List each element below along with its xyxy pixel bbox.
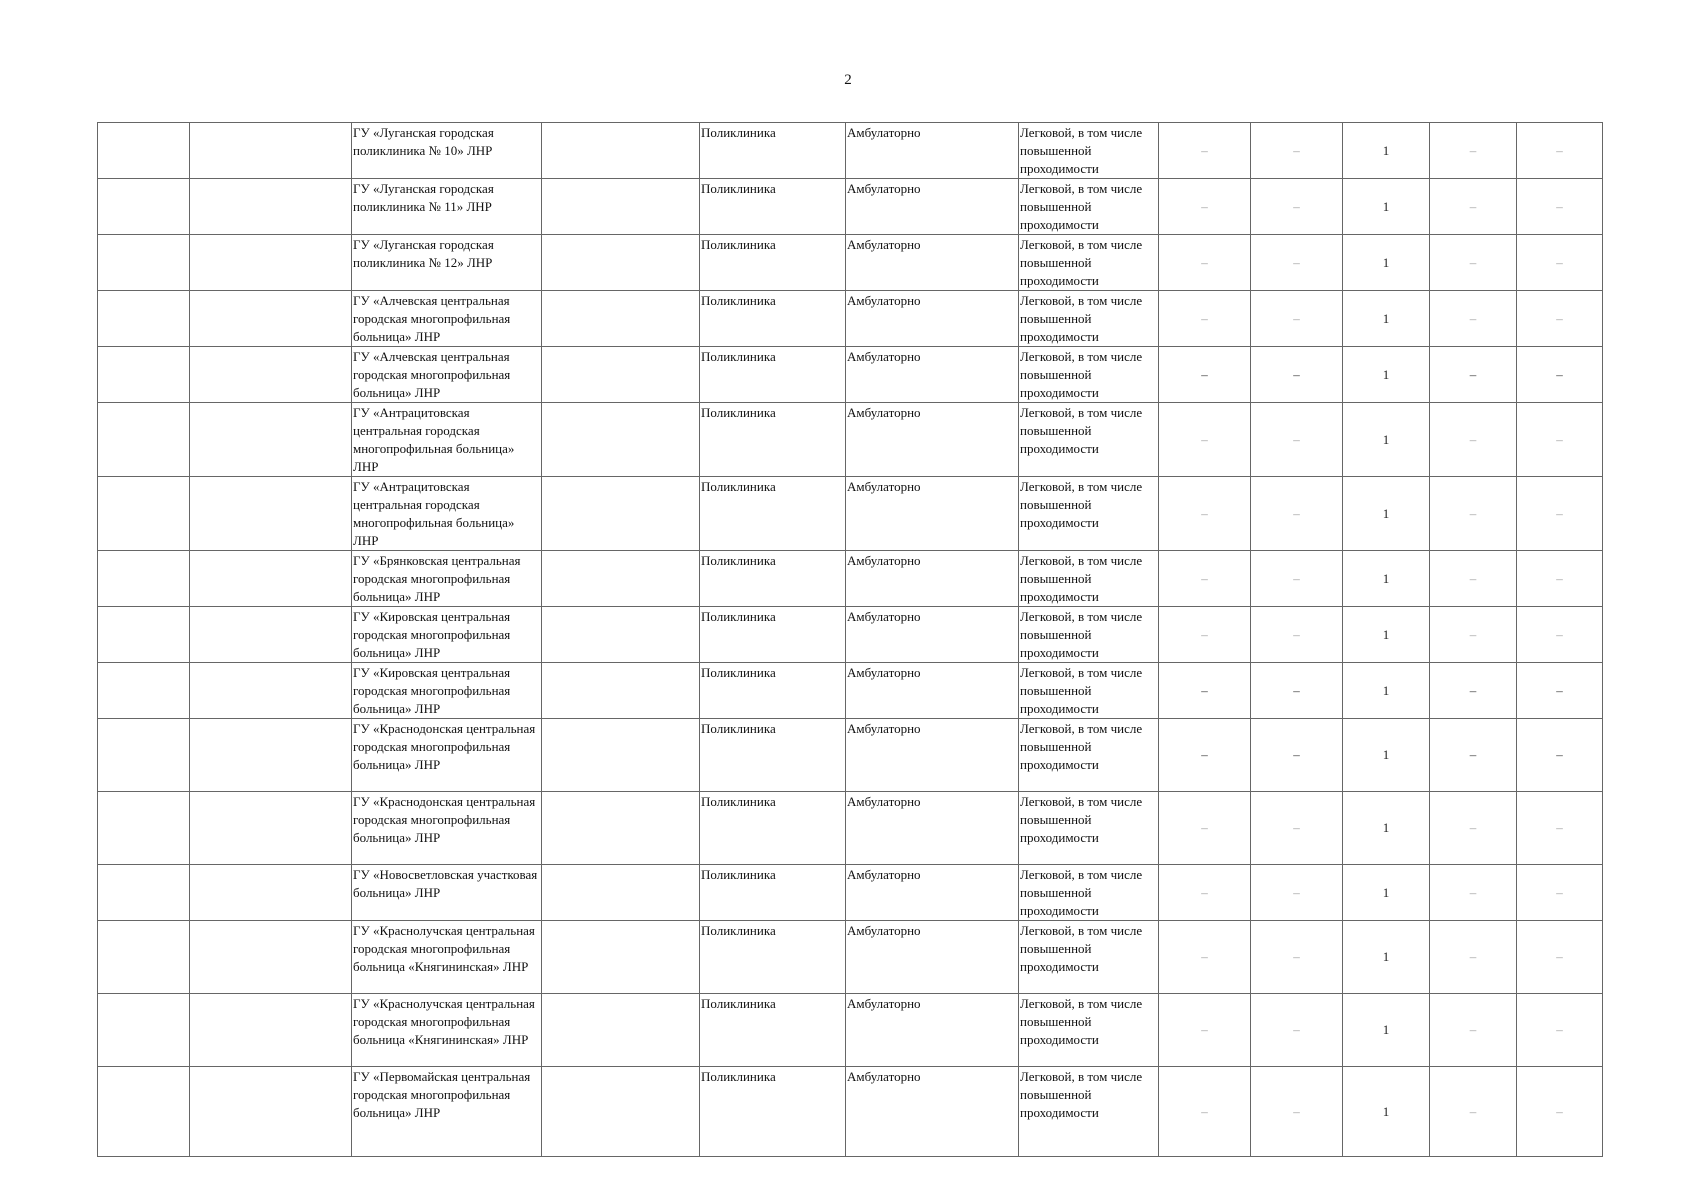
value-cell: – xyxy=(1517,179,1603,235)
value-cell: – xyxy=(1430,1067,1517,1157)
table-row xyxy=(98,719,1603,792)
value-cell: 1 xyxy=(1343,179,1430,235)
facility-type-cell: Поликлиника xyxy=(700,179,846,235)
value-cell: – xyxy=(1517,663,1603,719)
value-cell: 1 xyxy=(1343,403,1430,477)
care-mode-cell: Амбулаторно xyxy=(846,994,1019,1067)
empty-cell xyxy=(98,235,190,291)
value-cell: 1 xyxy=(1343,347,1430,403)
value-cell: – xyxy=(1430,403,1517,477)
care-mode-cell: Амбулаторно xyxy=(846,865,1019,921)
value-cell: – xyxy=(1517,921,1603,994)
empty-cell xyxy=(190,792,352,865)
value-cell: – xyxy=(1159,865,1251,921)
value-cell: – xyxy=(1159,792,1251,865)
vehicle-type-cell: Легковой, в том числе повышенной проходимости xyxy=(1019,551,1159,607)
value-cell: 1 xyxy=(1343,1067,1430,1157)
value-cell: – xyxy=(1251,792,1343,865)
empty-cell xyxy=(98,994,190,1067)
empty-cell xyxy=(190,123,352,179)
value-cell: 1 xyxy=(1343,663,1430,719)
empty-cell xyxy=(98,477,190,551)
value-cell: – xyxy=(1430,235,1517,291)
facility-type-cell: Поликлиника xyxy=(700,921,846,994)
empty-cell xyxy=(98,551,190,607)
organization-cell: ГУ «Кировская центральная городская многопрофильная больница» ЛНР xyxy=(352,607,542,663)
value-cell: – xyxy=(1251,123,1343,179)
value-cell: 1 xyxy=(1343,792,1430,865)
vehicle-type-cell: Легковой, в том числе повышенной проходимости xyxy=(1019,607,1159,663)
organization-cell: ГУ «Краснодонская центральная городская многопрофильная больница» ЛНР xyxy=(352,719,542,792)
organization-cell: ГУ «Новосветловская участковая больница» ЛНР xyxy=(352,865,542,921)
value-cell: – xyxy=(1159,123,1251,179)
page-number: 2 xyxy=(844,72,852,88)
care-mode-cell: Амбулаторно xyxy=(846,123,1019,179)
vehicle-type-cell: Легковой, в том числе повышенной проходимости xyxy=(1019,1067,1159,1157)
empty-cell xyxy=(190,663,352,719)
empty-cell xyxy=(190,291,352,347)
empty-cell xyxy=(542,235,700,291)
vehicle-type-cell: Легковой, в том числе повышенной проходимости xyxy=(1019,235,1159,291)
value-cell: – xyxy=(1430,865,1517,921)
facility-type-cell: Поликлиника xyxy=(700,719,846,792)
empty-cell xyxy=(542,179,700,235)
table-row xyxy=(98,477,1603,551)
value-cell: – xyxy=(1251,994,1343,1067)
vehicle-type-cell: Легковой, в том числе повышенной проходимости xyxy=(1019,921,1159,994)
care-mode-cell: Амбулаторно xyxy=(846,403,1019,477)
value-cell: – xyxy=(1159,1067,1251,1157)
vehicle-type-cell: Легковой, в том числе повышенной проходимости xyxy=(1019,994,1159,1067)
vehicle-type-cell: Легковой, в том числе повышенной проходимости xyxy=(1019,347,1159,403)
value-cell: – xyxy=(1430,551,1517,607)
value-cell: – xyxy=(1159,347,1251,403)
value-cell: – xyxy=(1517,607,1603,663)
value-cell: – xyxy=(1517,291,1603,347)
table-row xyxy=(98,291,1603,347)
care-mode-cell: Амбулаторно xyxy=(846,477,1019,551)
empty-cell xyxy=(98,865,190,921)
table-row xyxy=(98,403,1603,477)
table-row xyxy=(98,1067,1603,1157)
value-cell: – xyxy=(1159,291,1251,347)
value-cell: – xyxy=(1430,179,1517,235)
organization-cell: ГУ «Луганская городская поликлиника № 10» ЛНР xyxy=(352,123,542,179)
organization-cell: ГУ «Алчевская центральная городская многопрофильная больница» ЛНР xyxy=(352,291,542,347)
empty-cell xyxy=(98,403,190,477)
value-cell: 1 xyxy=(1343,551,1430,607)
value-cell: – xyxy=(1251,1067,1343,1157)
value-cell: – xyxy=(1430,719,1517,792)
value-cell: – xyxy=(1430,477,1517,551)
value-cell: – xyxy=(1517,477,1603,551)
value-cell: – xyxy=(1251,551,1343,607)
vehicle-type-cell: Легковой, в том числе повышенной проходимости xyxy=(1019,477,1159,551)
empty-cell xyxy=(98,663,190,719)
empty-cell xyxy=(542,123,700,179)
empty-cell xyxy=(542,1067,700,1157)
table-body xyxy=(98,123,1603,1157)
value-cell: – xyxy=(1251,291,1343,347)
value-cell: – xyxy=(1159,719,1251,792)
table-row xyxy=(98,994,1603,1067)
value-cell: – xyxy=(1517,994,1603,1067)
vehicle-type-cell: Легковой, в том числе повышенной проходимости xyxy=(1019,403,1159,477)
care-mode-cell: Амбулаторно xyxy=(846,1067,1019,1157)
empty-cell xyxy=(190,403,352,477)
empty-cell xyxy=(98,921,190,994)
empty-cell xyxy=(98,607,190,663)
table-row xyxy=(98,865,1603,921)
empty-cell xyxy=(190,551,352,607)
table-row xyxy=(98,179,1603,235)
value-cell: – xyxy=(1251,347,1343,403)
value-cell: – xyxy=(1517,792,1603,865)
value-cell: 1 xyxy=(1343,921,1430,994)
value-cell: – xyxy=(1517,347,1603,403)
empty-cell xyxy=(542,291,700,347)
empty-cell xyxy=(98,123,190,179)
facility-type-cell: Поликлиника xyxy=(700,551,846,607)
vehicle-type-cell: Легковой, в том числе повышенной проходимости xyxy=(1019,719,1159,792)
organization-cell: ГУ «Антрацитовская центральная городская многопрофильная больница» ЛНР xyxy=(352,403,542,477)
value-cell: 1 xyxy=(1343,719,1430,792)
empty-cell xyxy=(190,719,352,792)
value-cell: 1 xyxy=(1343,865,1430,921)
value-cell: – xyxy=(1159,235,1251,291)
empty-cell xyxy=(542,792,700,865)
empty-cell xyxy=(542,719,700,792)
value-cell: 1 xyxy=(1343,123,1430,179)
value-cell: – xyxy=(1430,347,1517,403)
vehicle-type-cell: Легковой, в том числе повышенной проходимости xyxy=(1019,291,1159,347)
table-row xyxy=(98,607,1603,663)
facility-type-cell: Поликлиника xyxy=(700,865,846,921)
empty-cell xyxy=(542,477,700,551)
value-cell: – xyxy=(1159,403,1251,477)
table-row xyxy=(98,921,1603,994)
value-cell: – xyxy=(1251,403,1343,477)
table-row xyxy=(98,123,1603,179)
empty-cell xyxy=(542,921,700,994)
value-cell: – xyxy=(1430,663,1517,719)
value-cell: – xyxy=(1159,663,1251,719)
empty-cell xyxy=(98,792,190,865)
value-cell: 1 xyxy=(1343,607,1430,663)
organization-cell: ГУ «Краснолучская центральная городская многопрофильная больница «Княгининская» ЛНР xyxy=(352,994,542,1067)
value-cell: 1 xyxy=(1343,994,1430,1067)
value-cell: – xyxy=(1430,123,1517,179)
facility-type-cell: Поликлиника xyxy=(700,994,846,1067)
organization-cell: ГУ «Брянковская центральная городская многопрофильная больница» ЛНР xyxy=(352,551,542,607)
facility-type-cell: Поликлиника xyxy=(700,477,846,551)
table-row xyxy=(98,663,1603,719)
facility-type-cell: Поликлиника xyxy=(700,607,846,663)
care-mode-cell: Амбулаторно xyxy=(846,235,1019,291)
facility-type-cell: Поликлиника xyxy=(700,235,846,291)
empty-cell xyxy=(190,347,352,403)
value-cell: – xyxy=(1430,994,1517,1067)
organization-cell: ГУ «Антрацитовская центральная городская многопрофильная больница» ЛНР xyxy=(352,477,542,551)
care-mode-cell: Амбулаторно xyxy=(846,551,1019,607)
facility-type-cell: Поликлиника xyxy=(700,123,846,179)
value-cell: – xyxy=(1251,607,1343,663)
organization-cell: ГУ «Луганская городская поликлиника № 11» ЛНР xyxy=(352,179,542,235)
facility-type-cell: Поликлиника xyxy=(700,291,846,347)
empty-cell xyxy=(542,607,700,663)
organization-cell: ГУ «Краснолучская центральная городская многопрофильная больница «Княгининская» ЛНР xyxy=(352,921,542,994)
empty-cell xyxy=(542,551,700,607)
facility-type-cell: Поликлиника xyxy=(700,403,846,477)
table-row xyxy=(98,347,1603,403)
value-cell: – xyxy=(1517,123,1603,179)
value-cell: – xyxy=(1251,179,1343,235)
facility-type-cell: Поликлиника xyxy=(700,663,846,719)
care-mode-cell: Амбулаторно xyxy=(846,792,1019,865)
care-mode-cell: Амбулаторно xyxy=(846,347,1019,403)
empty-cell xyxy=(98,179,190,235)
value-cell: – xyxy=(1517,235,1603,291)
value-cell: – xyxy=(1517,865,1603,921)
empty-cell xyxy=(542,994,700,1067)
value-cell: 1 xyxy=(1343,477,1430,551)
empty-cell xyxy=(542,663,700,719)
empty-cell xyxy=(98,719,190,792)
empty-cell xyxy=(190,994,352,1067)
care-mode-cell: Амбулаторно xyxy=(846,921,1019,994)
value-cell: – xyxy=(1251,719,1343,792)
empty-cell xyxy=(542,403,700,477)
empty-cell xyxy=(190,1067,352,1157)
vehicle-type-cell: Легковой, в том числе повышенной проходимости xyxy=(1019,792,1159,865)
organization-cell: ГУ «Краснодонская центральная городская многопрофильная больница» ЛНР xyxy=(352,792,542,865)
empty-cell xyxy=(542,865,700,921)
value-cell: – xyxy=(1159,551,1251,607)
care-mode-cell: Амбулаторно xyxy=(846,719,1019,792)
value-cell: – xyxy=(1517,719,1603,792)
facility-type-cell: Поликлиника xyxy=(700,347,846,403)
vehicle-type-cell: Легковой, в том числе повышенной проходимости xyxy=(1019,179,1159,235)
care-mode-cell: Амбулаторно xyxy=(846,607,1019,663)
care-mode-cell: Амбулаторно xyxy=(846,663,1019,719)
organization-cell: ГУ «Первомайская центральная городская многопрофильная больница» ЛНР xyxy=(352,1067,542,1157)
vehicle-type-cell: Легковой, в том числе повышенной проходимости xyxy=(1019,865,1159,921)
empty-cell xyxy=(190,607,352,663)
facilities-table xyxy=(97,122,1603,1157)
value-cell: – xyxy=(1159,994,1251,1067)
empty-cell xyxy=(190,921,352,994)
organization-cell: ГУ «Кировская центральная городская многопрофильная больница» ЛНР xyxy=(352,663,542,719)
value-cell: – xyxy=(1251,865,1343,921)
care-mode-cell: Амбулаторно xyxy=(846,291,1019,347)
value-cell: 1 xyxy=(1343,235,1430,291)
care-mode-cell: Амбулаторно xyxy=(846,179,1019,235)
vehicle-type-cell: Легковой, в том числе повышенной проходимости xyxy=(1019,123,1159,179)
empty-cell xyxy=(98,291,190,347)
value-cell: – xyxy=(1430,291,1517,347)
table-row xyxy=(98,792,1603,865)
empty-cell xyxy=(98,1067,190,1157)
value-cell: – xyxy=(1251,663,1343,719)
empty-cell xyxy=(190,477,352,551)
value-cell: – xyxy=(1430,792,1517,865)
value-cell: – xyxy=(1430,607,1517,663)
value-cell: – xyxy=(1159,179,1251,235)
value-cell: – xyxy=(1159,477,1251,551)
value-cell: 1 xyxy=(1343,291,1430,347)
organization-cell: ГУ «Алчевская центральная городская многопрофильная больница» ЛНР xyxy=(352,347,542,403)
value-cell: – xyxy=(1251,921,1343,994)
empty-cell xyxy=(190,179,352,235)
value-cell: – xyxy=(1159,921,1251,994)
table-row xyxy=(98,551,1603,607)
empty-cell xyxy=(190,865,352,921)
empty-cell xyxy=(190,235,352,291)
vehicle-type-cell: Легковой, в том числе повышенной проходимости xyxy=(1019,663,1159,719)
value-cell: – xyxy=(1251,235,1343,291)
table-row xyxy=(98,235,1603,291)
facility-type-cell: Поликлиника xyxy=(700,792,846,865)
empty-cell xyxy=(98,347,190,403)
value-cell: – xyxy=(1251,477,1343,551)
value-cell: – xyxy=(1159,607,1251,663)
value-cell: – xyxy=(1517,551,1603,607)
value-cell: – xyxy=(1517,403,1603,477)
value-cell: – xyxy=(1517,1067,1603,1157)
facility-type-cell: Поликлиника xyxy=(700,1067,846,1157)
empty-cell xyxy=(542,347,700,403)
value-cell: – xyxy=(1430,921,1517,994)
organization-cell: ГУ «Луганская городская поликлиника № 12» ЛНР xyxy=(352,235,542,291)
